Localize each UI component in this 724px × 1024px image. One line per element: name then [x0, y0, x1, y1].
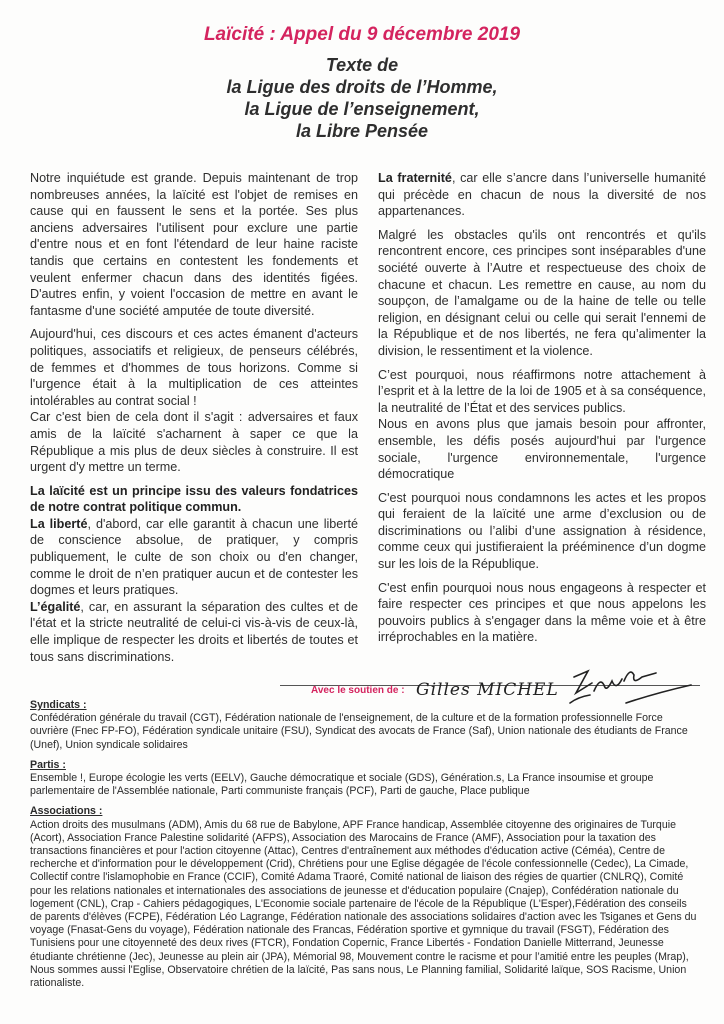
left-column — [30, 170, 358, 672]
signatories — [30, 699, 700, 997]
paragraph: Malgré les obstacles qu'ils ont rencontrés et qu'ils rencontrent encore, ces principes sont inséparables d'une société ouverte à l’Autre et respectueuse des choix de chacune et chacun. Les remettre en cause, au nom du soupçon, de l’amalgame ou de la haine de telle ou telle religion, en désignant celui ou celle qui serait l'ennemi de la République et de nos libertés, ne fera qu’alimenter la division, le ressentiment et la violence. — [378, 227, 706, 358]
paragraph-fraternite — [378, 170, 706, 220]
paragraph-text: , car, en assurant la séparation des cultes et de l'état et la stricte neutralité de celui-ci vis-à-vis de ceux-là, elle implique de respecter les droits et libertés de toutes et tous sans discriminations. — [30, 599, 358, 664]
signatory-list: Confédération générale du travail (CGT), Fédération nationale de l'enseignement, de la culture et de la formation professionnelle Force ouvrière (Fnec FP-FO), Fédération syndicale unitaire (FSU), Syndicat des avocats de France (Saf), Union nationale des étudiants de France (Unef), Union syndicale solidaires — [30, 712, 688, 751]
paragraph: C'est enfin pourquoi nous nous engageons à respecter et faire respecter ces principes et que nous appelons les pouvoirs publics à s'engager dans la même voie et à être irréprochables en la matière. — [378, 580, 706, 645]
paragraph-egalite — [30, 599, 358, 665]
principle-statement — [30, 483, 358, 516]
paragraph: Notre inquiétude est grande. Depuis maintenant de trop nombreuses années, la laïcité est l'objet de remises en cause qui en faussent le sens et la portée. Ses plus anciens adversaires l'utilisent pour exclure une partie d'entre nous et en font l'étendard de leur haine raciste tandis que certains en contestent les fondements et veulent enfermer chacun dans des identités figées. D'autres enfin, y voient l'occasion de mettre en avant le fantasme d'une société amputée de toute diversité. — [30, 171, 358, 318]
signatories-syndicats — [30, 699, 700, 752]
paragraph-liberte — [30, 516, 358, 599]
paragraph-text: , car elle s’ancre dans l’universelle humanité qui précède en chacun de nous la diversité de nos appartenances. — [378, 171, 706, 219]
right-column — [378, 170, 706, 653]
handwritten-signer-name: Gilles MICHEL — [416, 680, 559, 700]
signatory-list: Action droits des musulmans (ADM), Amis du 68 rue de Babylone, APF France handicap, Assemblée citoyenne des originaires de Turquie (Acort), Association France Palestine solidarité (AFPS), Association des Marocains de France (AMF), Association pour la taxation des transactions financières et pour l'action citoyenne (Attac), Centres d'entraînement aux méthodes d'éducation active (Céméa), Centre de recherche et d'information pour le développement (Crid), Chrétiens pour une Eglise dégagée de l'école confessionnelle (Cedec), La Cimade, Collectif contre l'islamophobie en France (CCIF), Comité Adama Traoré, Comité national de liaison des régies de quartier (CNLRQ), Comité pour les relations nationales et internationales des associations de jeunesse et d'éducation populaire (Cnajep), Confédération nationale du logement (CNL), Crap - Cahiers pédagogiques, L'Economie sociale partenaire de l'école de la République (L'Esper),Fédération des conseils de parents d'élèves (FCPE), Fédération Léo Lagrange, Fédération nationale des associations solidaires d'action avec les Tsiganes et Gens du voyage (Fnasat-Gens du voyage), Fédération nationale des Francas, Fédération sportive et gymnique du travail (FSGT), Fédération des Tunisiens pour une citoyenneté des deux rives (FTCR), Fondation Copernic, France Libertés - Fondation Danielle Mitterrand, Jeunesse étudiante chrétienne (Jec), Jeunesse au plein air (JPA), Mémorial 98, Mouvement contre le racisme et pour l’amitié entre les peuples (Mrap), Nous sommes aussi l'Eglise, Observatoire chrétien de la laïcité, Pas sans nous, Le Planning familial, Solidarité laïque, SOS Racisme, Union rationaliste. — [30, 818, 697, 990]
subtitle-line: la Ligue des droits de l’Homme, — [226, 77, 498, 97]
term-liberte: La liberté — [30, 516, 88, 531]
document-title: Laïcité : Appel du 9 décembre 2019 — [203, 24, 521, 45]
signatory-list: Ensemble !, Europe écologie les verts (EELV), Gauche démocratique et sociale (GDS), Génération.s, La France insoumise et groupe parlementaire de l'Assemblée nationale, Parti communiste français (PCF), Parti de gauche, Place publique — [30, 772, 654, 798]
subtitle-line: la Ligue de l’enseignement, — [244, 99, 480, 119]
paragraph: C’est pourquoi, nous réaffirmons notre attachement à l’esprit et à la lettre de la loi de 1905 et à sa conséquence, la neutralité de l’État et des services publics. — [378, 367, 706, 415]
paragraph-text: , d'abord, car elle garantit à chacun une liberté de conscience absolue, de pratiquer, y compris publiquement, le culte de son choix ou d'en changer, comme le droit de n’en pratiquer aucun et de contester les dogmes et leurs pratiques. — [30, 516, 358, 598]
subtitle-line: la Libre Pensée — [295, 121, 429, 141]
signatories-partis — [30, 759, 700, 799]
subtitle-line: Texte de — [325, 55, 399, 75]
document-subtitle — [0, 54, 724, 142]
support-label: Avec le soutien de : — [311, 685, 405, 696]
term-fraternite: La fraternité — [378, 171, 452, 185]
signatories-associations — [30, 805, 700, 990]
term-egalite: L’égalité — [30, 599, 81, 614]
principle-statement-text: La laïcité est un principe issu des valeurs fondatrices de notre contrat politique commun. — [30, 483, 358, 515]
section-heading: Associations : — [30, 805, 103, 818]
paragraph: Aujourd'hui, ces discours et ces actes émanent d'acteurs politiques, associatifs et religieux, de penseurs célébrés, de femmes et d'hommes de tous horizons. Comme si l'urgence était à la multiplication de ces atteintes intolérables au contrat social ! — [30, 327, 358, 408]
paragraph: Nous en avons plus que jamais besoin pour affronter, ensemble, les défis posés aujourd'hui par l'urgence sociale, l'urgence environnementale, l'urgence démocratique — [378, 417, 706, 482]
section-heading: Syndicats : — [30, 699, 87, 711]
paragraph: Car c'est bien de cela dont il s'agit : adversaires et faux amis de la laïcité s'acharnent à saper ce que la République a mis plus de deux siècles à construire. Il est urgent d'y mettre un terme. — [30, 410, 358, 475]
section-heading: Partis : — [30, 758, 66, 771]
paragraph: C'est pourquoi nous condamnons les actes et les propos qui feraient de la laïcité une arme d’exclusion ou de discriminations ou l’alibi d’une assignation à résidence, comme ceux qui justifieraient la prééminence d’un dogme sur les lois de la République. — [378, 490, 706, 572]
